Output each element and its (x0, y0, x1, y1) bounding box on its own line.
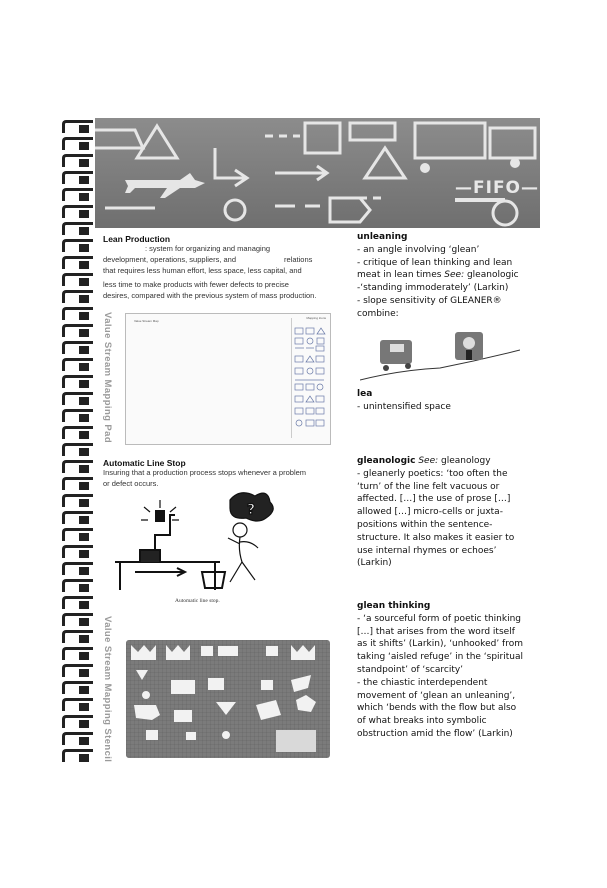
spiral-ring (62, 273, 93, 286)
entry-line: movement of ‘glean an unleaning’, (357, 690, 516, 701)
definition-line: less time to make products with fewer defects to precise (103, 280, 289, 289)
icon-palette (291, 318, 326, 438)
spiral-ring (62, 392, 93, 405)
spiral-ring (62, 613, 93, 626)
entry-line: obstruction amid the flow’ (Larkin) (357, 728, 513, 739)
automatic-line-stop-definition (103, 467, 353, 489)
entry-line: of what breaks into symbolic (357, 716, 487, 727)
entry-line: - the chiastic interdependent (357, 677, 488, 688)
spiral-ring (62, 562, 93, 575)
definition-line: or defect occurs. (103, 479, 159, 488)
entry-line: - gleanerly poetics: ‘too often the (357, 468, 508, 479)
spiral-ring (62, 307, 93, 320)
term-lea: lea (357, 389, 373, 399)
combine-icon-2 (455, 332, 483, 360)
entry-unleaning (357, 231, 542, 321)
stencil-cutouts (126, 640, 330, 758)
spiral-ring (62, 358, 93, 371)
entry-line: allowed […] micro-cells or juxta- (357, 507, 503, 518)
spiral-ring (62, 596, 93, 609)
entry-line: - slope sensitivity of GLEANER® (357, 295, 502, 306)
lean-production-definition (103, 243, 343, 276)
operator-icon (228, 493, 273, 582)
entry-heading (357, 455, 542, 468)
banner-icons (95, 118, 540, 228)
entry-line: - an angle involving ‘glean’ (357, 244, 480, 255)
definition-text: development, operations, suppliers, and (103, 255, 237, 264)
spiral-ring (62, 154, 93, 167)
entry-glean-thinking (357, 600, 542, 741)
spiral-ring (62, 426, 93, 439)
spiral-ring (62, 409, 93, 422)
sheet-header: Value Stream Map (134, 319, 159, 323)
svg-text:?: ? (247, 502, 256, 518)
entry-line: which ‘bends with the flow but also (357, 703, 517, 714)
airplane-icon (125, 173, 205, 198)
vsm-pad-sheet (125, 313, 331, 445)
palette-icons (292, 318, 326, 436)
vsm-icon-banner (95, 118, 540, 228)
spiral-ring (62, 647, 93, 660)
vsm-stencil-label: Value Stream Mapping Stencil (102, 616, 113, 763)
fifo-label: —FIFO— (455, 178, 540, 198)
entry-line: - unintensified space (357, 401, 451, 412)
spiral-ring (62, 477, 93, 490)
see-target: gleanology (438, 456, 491, 466)
combine-icon-1 (380, 340, 412, 371)
entry-lea (357, 388, 542, 414)
entry-line: positions within the sentence- (357, 519, 493, 530)
spiral-ring (62, 120, 93, 133)
truck-icon (415, 123, 485, 158)
spiral-ring (62, 324, 93, 337)
line-stop-illustration (110, 490, 340, 600)
entry-line: - critique of lean thinking and lean (357, 257, 513, 268)
spiral-ring (62, 664, 93, 677)
automatic-line-stop-title: Automatic Line Stop (103, 458, 186, 468)
term-unleaning: unleaning (357, 232, 408, 242)
entry-line (357, 269, 542, 282)
definition-line: desires, compared with the previous system of mass production. (103, 291, 317, 300)
factory-icon (305, 123, 340, 153)
line-stop-caption: Automatic line stop. (175, 598, 220, 604)
entry-line: combine: (357, 308, 399, 319)
lamp-icon (141, 500, 179, 522)
vsm-stencil-photo (126, 640, 330, 758)
spiral-ring (62, 545, 93, 558)
lean-production-title: Lean Production (103, 234, 171, 244)
entry-line: use internal rhymes or echoes’ (357, 545, 497, 556)
entry-text: meat in lean times (357, 270, 445, 281)
spiral-ring (62, 341, 93, 354)
spiral-ring (62, 188, 93, 201)
spiral-ring (62, 630, 93, 643)
definition-text: relations (284, 255, 313, 264)
definition-line: Insuring that a production process stops whenever a problem (103, 468, 307, 477)
spiral-ring (62, 375, 93, 388)
entry-line: (Larkin) (357, 558, 392, 569)
entry-line: affected. […] the use of prose […] (357, 494, 511, 505)
definition-line (103, 254, 343, 265)
lean-production-definition-2 (103, 279, 343, 301)
entry-line: ‘turn’ of the line felt vacuous or (357, 481, 500, 492)
entry-line: - ‘a sourceful form of poetic thinking (357, 613, 522, 624)
spiral-ring (62, 256, 93, 269)
spiral-ring (62, 205, 93, 218)
spiral-ring (62, 239, 93, 252)
entry-line: standpoint’ of ‘scarcity’ (357, 664, 464, 675)
triangle-inventory-icon (365, 148, 405, 178)
spiral-ring (62, 715, 93, 728)
definition-line: : system for organizing and managing (145, 244, 271, 253)
spiral-ring (62, 732, 93, 745)
entry-line: taking ‘aisled refuge’ in the ‘spiritual (357, 652, 524, 663)
palette-header: Mapping Icons (306, 316, 326, 320)
spiral-ring (62, 511, 93, 524)
spiral-ring (62, 494, 93, 507)
spiral-ring (62, 698, 93, 711)
spiral-ring (62, 460, 93, 473)
term-glean-thinking: glean thinking (357, 601, 431, 611)
entry-line: as it shifts’ (Larkin), ‘unhooked’ from (357, 639, 523, 650)
spiral-ring (62, 749, 93, 762)
entry-line: […] that arises from the word itself (357, 626, 515, 637)
see-target: gleanologic (464, 270, 519, 281)
spiral-ring (62, 443, 93, 456)
triangle-inventory-icon (137, 126, 177, 158)
see-label: See: (418, 456, 439, 466)
spiral-binding (60, 120, 94, 770)
see-label: See: (444, 270, 465, 281)
spiral-ring (62, 528, 93, 541)
spiral-ring (62, 137, 93, 150)
definition-line: that requires less human effort, less space, less capital, and (103, 266, 302, 275)
spiral-ring (62, 579, 93, 592)
entry-line: structure. It also makes it easier to (357, 532, 515, 543)
truck-outline (95, 130, 143, 148)
term-gleanologic: gleanologic (357, 456, 416, 466)
entry-line: -‘standing immoderately’ (Larkin) (357, 283, 509, 294)
spiral-ring (62, 290, 93, 303)
vsm-pad-label: Value Stream Mapping Pad (102, 312, 113, 444)
gleaner-combine-icons (360, 330, 520, 390)
spiral-ring (62, 171, 93, 184)
entry-gleanologic (357, 455, 542, 570)
bin-icon (202, 572, 225, 588)
spiral-ring (62, 681, 93, 694)
spiral-ring (62, 222, 93, 235)
